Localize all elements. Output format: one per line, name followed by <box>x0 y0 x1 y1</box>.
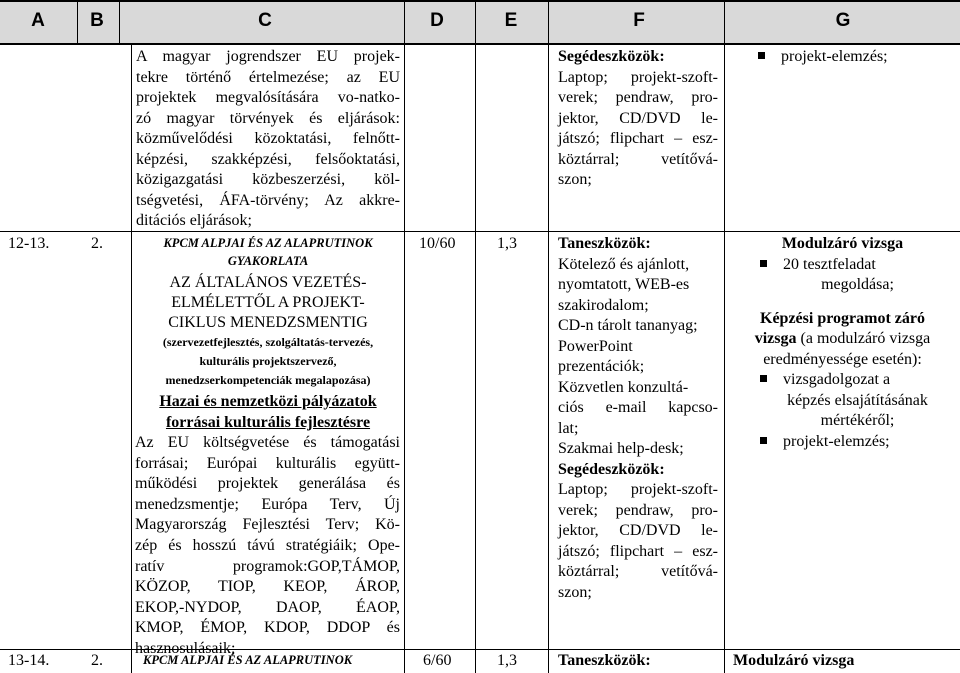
column-header-c: C <box>258 10 272 31</box>
exam-heading-note: (a modulzáró vizsga <box>796 330 931 347</box>
text-line: játszó; flipchart – esz- <box>558 130 718 147</box>
text-line: köztárral; vetítővá- <box>558 563 718 580</box>
text-line: ditációs eljárások; <box>136 212 252 229</box>
text-line: tségvetési, ÁFA-törvény; Az akkre- <box>136 191 400 209</box>
text-line: képzési, szakképzési, felsőoktatási, <box>136 150 400 168</box>
column-header-a: A <box>31 10 45 31</box>
header-divider <box>724 0 725 45</box>
text-line: ciós e-mail kapcso- <box>558 399 718 416</box>
section-heading: ELMÉLETTŐL A PROJEKT- <box>171 294 365 311</box>
text-line: Laptop; projekt-szoft- <box>558 481 718 498</box>
exam-heading: Modulzáró vizsga <box>733 652 855 669</box>
exam-heading-note: eredményessége esetén): <box>763 350 922 368</box>
text-line: prezentációk; <box>558 358 645 375</box>
text-line: köztárral; vetítővá- <box>558 150 718 168</box>
text-line: zép és hosszú távú stratégiáik; Ope- <box>135 536 400 554</box>
bullet-icon <box>760 260 767 267</box>
text-line: CD-n tárolt tananyag; <box>558 317 698 334</box>
text-line: zó magyar törvények és eljárások: <box>136 109 400 127</box>
header-divider <box>404 0 405 45</box>
column-header-f: F <box>633 10 645 31</box>
text-line: hasznosulásaik; <box>135 639 236 657</box>
tools-heading: Taneszközök: <box>558 235 651 252</box>
header-divider <box>119 0 120 45</box>
text-line: közigazgatási közbeszerzési, köl- <box>136 171 400 188</box>
row2-number: 2. <box>91 652 103 669</box>
section-subheading: menedzserkompetenciák megalapozása) <box>165 373 371 387</box>
row0-tools-cell <box>558 47 718 191</box>
header-divider <box>77 0 78 45</box>
row1-ratio: 10/60 <box>419 235 456 252</box>
text-line: Az EU költségvetése és támogatási <box>135 434 400 451</box>
column-header-e: E <box>504 10 518 31</box>
text-line: projektek megvalósítására vo-natko- <box>136 89 400 106</box>
row1-exam-cell <box>725 234 960 452</box>
exam-item: 20 tesztfeladat <box>783 255 876 273</box>
column-divider <box>475 45 476 673</box>
exam-item: képzés elsajátításának <box>787 391 928 409</box>
text-line: közművelődési közoktatási, felnőtt- <box>136 130 400 147</box>
row1-tools-cell <box>558 234 718 603</box>
exam-heading: Modulzáró vizsga <box>781 235 904 252</box>
column-header-b: B <box>90 10 104 31</box>
row1-content-cell <box>132 234 404 660</box>
bullet-icon <box>760 437 767 444</box>
row2-ratio: 6/60 <box>423 652 452 669</box>
underlined-heading: forrásai kulturális fejlesztésre <box>165 414 371 431</box>
module-title: KPCM ALPJAI ÉS AZ ALAPRUTINOK <box>143 653 353 667</box>
text-line: verek; pendraw, pro- <box>558 501 718 519</box>
text-line: játszó; flipchart – esz- <box>558 542 718 560</box>
text-line: KÖZOP, TIOP, KEOP, ÁROP, <box>135 578 400 596</box>
exam-item: vizsgadolgozat a <box>783 371 891 388</box>
section-subheading: kulturális projektszervező, <box>199 354 337 368</box>
column-header-row <box>0 0 960 45</box>
text-line: ratív programok:GOP,TÁMOP, <box>135 557 400 575</box>
column-header-d: D <box>430 10 444 31</box>
row1-hours: 12-13. <box>8 235 50 252</box>
text-line: KMOP, ÉMOP, KDOP, DDOP és <box>135 619 400 637</box>
row0-exam-cell <box>758 47 888 68</box>
text-line: forrásai; Európai kulturális együtt- <box>135 454 400 472</box>
module-title: KPCM ALPJAI ÉS AZ ALAPRUTINOK <box>163 236 373 250</box>
bullet-icon <box>760 375 767 382</box>
text-line: szon; <box>558 171 592 188</box>
text-line: Magyarország Fejlesztési Terv; Kö- <box>135 516 400 534</box>
row0-content-cell <box>136 47 400 232</box>
tools-heading: Segédeszközök: <box>558 460 665 478</box>
bullet-icon <box>758 52 765 59</box>
text-line: szon; <box>558 583 592 601</box>
text-line: Laptop; projekt-szoft- <box>558 68 718 86</box>
text-line: Közvetlen konzultá- <box>558 378 689 396</box>
text-line: jektor, CD/DVD le- <box>558 109 718 127</box>
text-line: jektor, CD/DVD le- <box>558 522 718 539</box>
exam-item: megoldása; <box>821 276 894 293</box>
header-divider <box>475 0 476 45</box>
section-heading: CIKLUS MENEDZSMENTIG <box>168 314 368 331</box>
text-line: tekre történő értelmezése; az EU <box>136 68 400 86</box>
text-line: A magyar jogrendszer EU projek- <box>136 48 400 65</box>
tools-heading: Taneszközök: <box>558 652 651 669</box>
text-line: EKOP,-NYDOP, DAOP, ÉAOP, <box>135 598 400 616</box>
section-subheading: (szervezetfejlesztés, szolgáltatás-tervezés, <box>162 335 374 349</box>
row2-credit: 1,3 <box>497 652 517 669</box>
row1-credit: 1,3 <box>497 235 517 252</box>
module-subtitle: GYAKORLATA <box>227 254 309 268</box>
text-line: PowerPoint <box>558 337 633 355</box>
text-line: menedzsmentje; Európa Terv, Új <box>135 495 400 513</box>
text-line: verek; pendraw, pro- <box>558 89 718 106</box>
column-header-g: G <box>835 10 851 31</box>
column-divider <box>548 45 549 673</box>
exam-item: projekt-elemzés; <box>781 48 888 65</box>
exam-heading-bold: vizsga <box>754 330 797 347</box>
row1-number: 2. <box>91 235 103 252</box>
text-line: szakirodalom; <box>558 296 649 314</box>
text-line: Szakmai help-desk; <box>558 440 684 457</box>
text-line: működési projektek generálása és <box>135 475 400 493</box>
header-divider <box>548 0 549 45</box>
text-line: nyomtatott, WEB-es <box>558 276 690 293</box>
exam-item: projekt-elemzés; <box>783 432 890 450</box>
row2-hours: 13-14. <box>8 652 50 669</box>
column-divider <box>404 45 405 673</box>
text-line: lat; <box>558 419 579 437</box>
text-line: Kötelező és ajánlott, <box>558 255 690 273</box>
section-heading: AZ ÁLTALÁNOS VEZETÉS- <box>169 274 367 291</box>
tools-heading: Segédeszközök: <box>558 48 665 65</box>
exam-item: mértékéről; <box>820 412 895 429</box>
underlined-heading: Hazai és nemzetközi pályázatok <box>159 393 377 410</box>
exam-heading: Képzési programot záró <box>760 309 925 327</box>
